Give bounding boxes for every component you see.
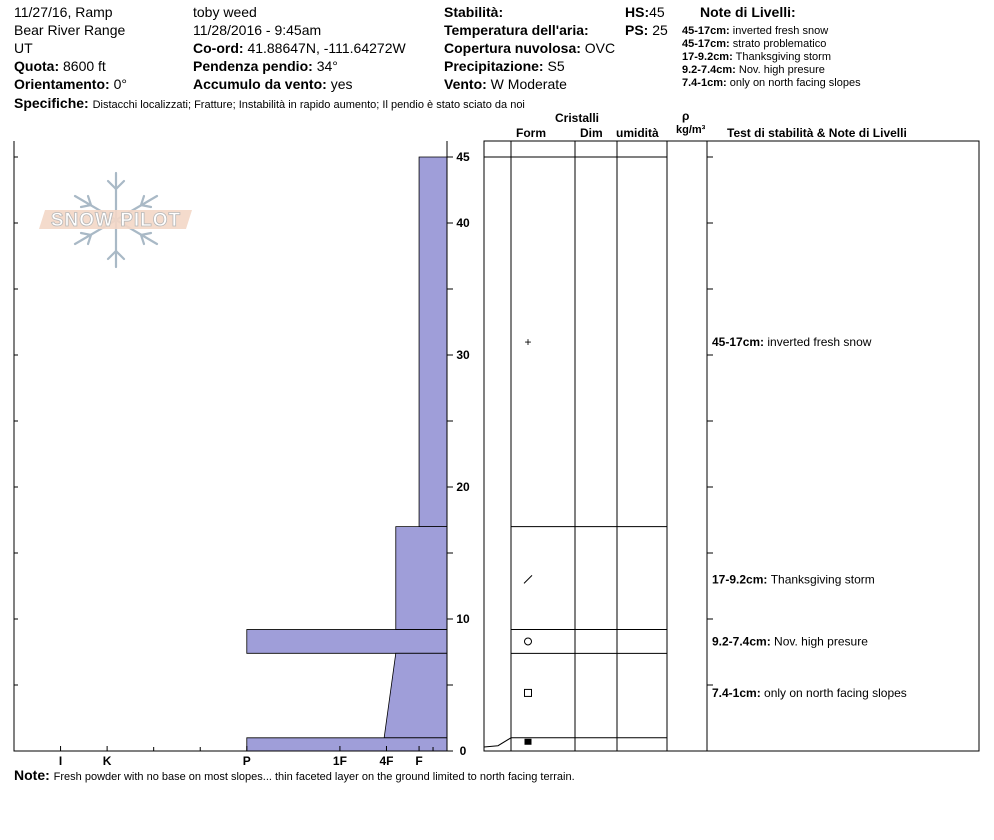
cloud-cover: Copertura nuvolosa: OVC — [444, 40, 616, 56]
slash-grain-icon — [524, 575, 532, 583]
hardness-tick-label: P — [242, 754, 251, 768]
height-tick-label: 10 — [456, 612, 470, 626]
range-name: Bear River Range — [14, 22, 126, 38]
density-symbol: ρ — [682, 109, 690, 123]
hardness-tick-label: I — [58, 754, 63, 768]
pit-depth: PS: 25 — [625, 22, 668, 38]
hardness-layer-2 — [396, 527, 447, 630]
hardness-profile — [14, 141, 470, 768]
layer-note: 7.4-1cm: only on north facing slopes — [682, 77, 861, 89]
layer-table — [484, 141, 979, 751]
air-temperature: Temperatura dell'aria: — [444, 22, 589, 38]
hardness-layer-5 — [247, 738, 447, 751]
stability-layer-note: 45-17cm: inverted fresh snow — [712, 334, 872, 349]
specifics: Specifiche: Distacchi localizzati; Fratture; Instabilità in rapido aumento; Il pendio è stato sciato da noi — [14, 95, 525, 111]
coordinates: Co-ord: 41.88647N, -111.64272W — [193, 40, 406, 56]
height-tick-label: 30 — [456, 348, 470, 362]
elevation: Quota: 8600 ft — [14, 58, 106, 74]
layer-note: 17-9.2cm: Thanksgiving storm — [682, 51, 831, 63]
dim-column-header: Dim — [580, 126, 603, 140]
state: UT — [14, 40, 33, 56]
precipitation: Precipitazione: S5 — [444, 58, 565, 74]
stability-layer-note: 9.2-7.4cm: Nov. high presure — [712, 634, 868, 649]
hardness-tick-label: 4F — [379, 754, 394, 768]
snowpilot-logo — [39, 173, 192, 267]
layer-note: 9.2-7.4cm: Nov. high presure — [682, 64, 825, 76]
stability-notes-header: Test di stabilità & Note di Livelli — [727, 126, 907, 140]
plus-grain-icon: + — [524, 334, 532, 349]
slope-angle: Pendenza pendio: 34° — [193, 58, 338, 74]
boundary-connector — [484, 738, 511, 747]
layer-note: 45-17cm: inverted fresh snow — [682, 25, 829, 37]
circle-grain-icon — [525, 638, 532, 645]
filled-square-grain-icon — [525, 739, 532, 745]
square-grain-icon — [525, 689, 532, 696]
hardness-tick-label: F — [415, 754, 423, 768]
hardness-layer-4 — [384, 653, 447, 737]
stability: Stabilità: — [444, 4, 504, 20]
stability-layer-note: 17-9.2cm: Thanksgiving storm — [712, 572, 875, 587]
aspect: Orientamento: 0° — [14, 76, 127, 92]
wind: Vento: W Moderate — [444, 76, 567, 92]
density-unit: kg/m³ — [676, 124, 706, 136]
height-tick-label: 45 — [456, 150, 470, 164]
profile-frame — [14, 141, 447, 751]
layer-note: 45-17cm: strato problematico — [682, 38, 827, 50]
wind-loading: Accumulo da vento: yes — [193, 76, 353, 92]
snowpilot-logo-text: SNOW PILOT — [50, 210, 182, 231]
hardness-tick-label: 1F — [332, 754, 347, 768]
height-tick-label: 40 — [456, 216, 470, 230]
height-tick-label: 0 — [459, 744, 467, 758]
footer-note: Note: Fresh powder with no base on most slopes... thin faceted layer on the ground limited to north facing terrain. — [14, 767, 575, 783]
hardness-layer-1 — [419, 157, 447, 527]
hardness-tick-label: K — [102, 754, 112, 768]
snow-height: HS:45 — [625, 4, 665, 20]
observer: toby weed — [193, 4, 257, 20]
date-location: 11/27/16, Ramp — [14, 4, 113, 20]
stability-layer-note: 7.4-1cm: only on north facing slopes — [712, 685, 907, 700]
hardness-layer-3 — [247, 630, 447, 654]
height-tick-label: 20 — [456, 480, 470, 494]
table-frame — [484, 141, 979, 751]
layer-notes-title: Note di Livelli: — [700, 4, 796, 20]
datetime: 11/28/2016 - 9:45am — [193, 22, 322, 38]
crystals-header: Cristalli — [555, 111, 600, 125]
form-column-header: Form — [516, 126, 546, 140]
humidity-column-header: umidità — [616, 126, 659, 140]
